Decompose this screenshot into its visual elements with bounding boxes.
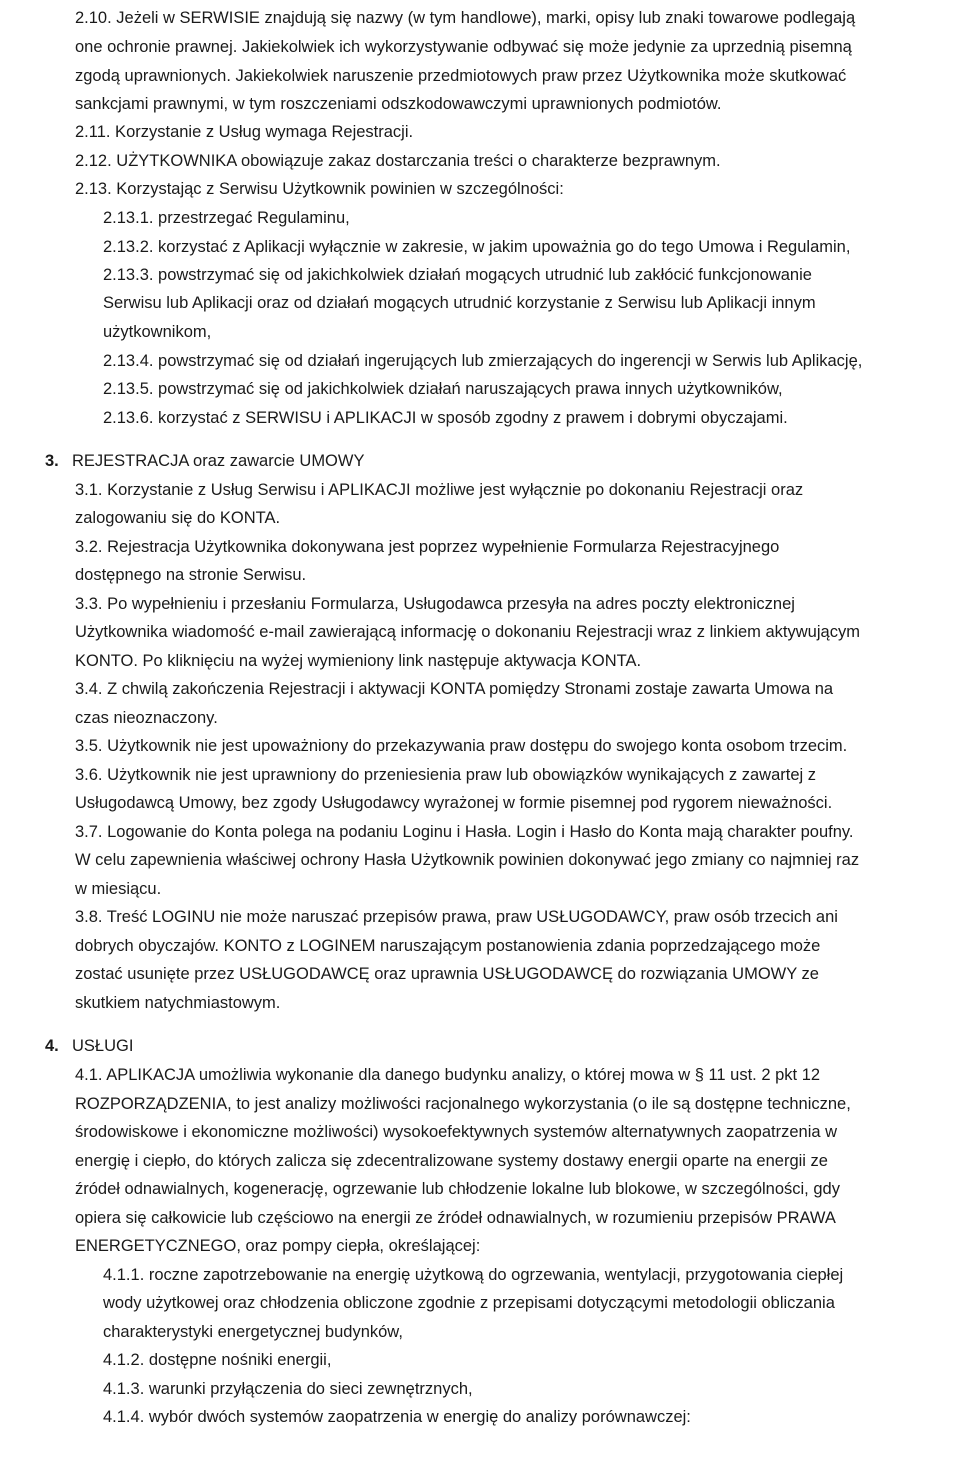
- line-text: dostępnego na stronie Serwisu.: [75, 566, 307, 584]
- line-text: 3.6. Użytkownik nie jest uprawniony do przeniesienia praw lub obowiązków wynikających z zawartej z: [75, 766, 817, 784]
- text-line: [75, 1151, 828, 1171]
- text-line: [75, 850, 859, 870]
- text-line: [75, 736, 847, 756]
- text-line: [75, 793, 832, 813]
- text-line: [75, 1236, 480, 1256]
- line-text: Usługodawcą Umowy, bez zgody Usługodawcy wyrażonej w formie pisemnej pod rygorem nieważności.: [75, 794, 833, 812]
- line-text: 2.13.6. korzystać z SERWISU i APLIKACJI w sposób zgodny z prawem i dobrymi obyczajami.: [103, 409, 788, 427]
- text-line: [75, 964, 819, 984]
- line-text: 3.1. Korzystanie z Usług Serwisu i APLIKACJI możliwe jest wyłącznie po dokonaniu Rejestracji oraz: [75, 481, 804, 499]
- line-text: 3.5. Użytkownik nie jest upoważniony do przekazywania praw dostępu do swojego konta osobom trzecim.: [75, 737, 848, 755]
- line-text: użytkownikom,: [103, 323, 212, 341]
- text-line: [75, 480, 803, 500]
- line-text: one ochronie prawnej. Jakiekolwiek ich wykorzystywanie odbywać się może jedynie za uprzednią pisemną: [75, 38, 852, 56]
- line-text: 4.1.4. wybór dwóch systemów zaopatrzenia w energię do analizy porównawczej:: [103, 1408, 691, 1426]
- line-text: 3.3. Po wypełnieniu i przesłaniu Formularza, Usługodawca przesyła na adres poczty elektronicznej: [75, 595, 795, 613]
- line-text: 2.11. Korzystanie z Usług wymaga Rejestracji.: [75, 123, 414, 141]
- line-text: energię i ciepło, do których zalicza się zdecentralizowane systemy dostawy energii oparte na energii ze: [75, 1152, 828, 1170]
- text-line: [75, 1179, 840, 1199]
- line-text: 4.1.3. warunki przyłączenia do sieci zewnętrznych,: [103, 1380, 473, 1398]
- text-line: [103, 208, 350, 228]
- text-line: [75, 8, 855, 28]
- text-line: [75, 822, 854, 842]
- line-text: sankcjami prawnymi, w tym roszczeniami odszkodowawczymi uprawnionych podmiotów.: [75, 95, 722, 113]
- text-line: [75, 1094, 851, 1114]
- line-text: 3.4. Z chwilą zakończenia Rejestracji i aktywacji KONTA pomiędzy Stronami zostaje zawarta Umowa na: [75, 680, 834, 698]
- line-text: opiera się całkowicie lub częściowo na energii ze źródeł odnawialnych, w rozumieniu przepisów PRAWA: [75, 1209, 836, 1227]
- text-line: [75, 537, 779, 557]
- section-heading: [45, 1036, 133, 1056]
- line-text: 2.12. UŻYTKOWNIKA obowiązuje zakaz dostarczania treści o charakterze bezprawnym.: [75, 152, 721, 170]
- line-text: REJESTRACJA oraz zawarcie UMOWY: [72, 452, 365, 470]
- text-line: [103, 1350, 331, 1370]
- line-text: wody użytkowej oraz chłodzenia obliczone zgodnie z przepisami dotyczącymi metodologii obliczania: [103, 1294, 835, 1312]
- line-text: ROZPORZĄDZENIA, to jest analizy możliwości racjonalnego wykorzystania (o ile są dostępne techniczne,: [75, 1095, 851, 1113]
- text-line: [75, 879, 161, 899]
- text-line: [103, 1322, 403, 1342]
- text-line: [75, 179, 564, 199]
- text-line: [75, 66, 846, 86]
- text-line: [75, 1208, 836, 1228]
- line-text: 4.1.2. dostępne nośniki energii,: [103, 1351, 332, 1369]
- text-line: [75, 622, 860, 642]
- text-line: [103, 379, 783, 399]
- text-line: [103, 1407, 691, 1427]
- section-heading: [45, 451, 364, 471]
- line-text: charakterystyki energetycznej budynków,: [103, 1323, 403, 1341]
- text-line: [75, 508, 280, 528]
- text-line: [103, 237, 850, 257]
- text-line: [75, 1065, 820, 1085]
- line-text: zgodą uprawnionych. Jakiekolwiek naruszenie przedmiotowych praw przez Użytkownika może skutkować: [75, 67, 847, 85]
- line-text: 3.8. Treść LOGINU nie może naruszać przepisów prawa, praw USŁUGODAWCY, praw osób trzecich ani: [75, 908, 838, 926]
- line-text: dobrych obyczajów. KONTO z LOGINEM naruszającym postanowienia zdania poprzedzającego może: [75, 937, 821, 955]
- text-line: [75, 679, 833, 699]
- line-text: środowiskowe i ekonomiczne możliwości) wysokoefektywnych systemów alternatywnych zaopatrzenia w: [75, 1123, 838, 1141]
- text-line: [75, 1122, 837, 1142]
- line-text: w miesiącu.: [75, 880, 162, 898]
- text-line: [75, 907, 838, 927]
- line-text: ENERGETYCZNEGO, oraz pompy ciepła, określającej:: [75, 1237, 481, 1255]
- line-text: 2.13.4. powstrzymać się od działań ingerujących lub zmierzających do ingerencji w Serwis lub Aplikację,: [103, 352, 863, 370]
- text-line: [75, 122, 413, 142]
- line-text: 3.2. Rejestracja Użytkownika dokonywana jest poprzez wypełnienie Formularza Rejestracyjnego: [75, 538, 780, 556]
- text-line: [103, 1293, 835, 1313]
- text-line: [103, 322, 211, 342]
- section-number: 4.: [45, 1037, 59, 1055]
- text-line: [75, 151, 721, 171]
- text-line: [75, 594, 795, 614]
- line-text: 2.13.1. przestrzegać Regulaminu,: [103, 209, 350, 227]
- text-line: [75, 993, 280, 1013]
- line-text: W celu zapewnienia właściwej ochrony Hasła Użytkownik powinien dokonywać jego zmiany co najmniej raz: [75, 851, 860, 869]
- line-text: 4.1.1. roczne zapotrzebowanie na energię użytkową do ogrzewania, wentylacji, przygotowania ciepłej: [103, 1266, 844, 1284]
- text-line: [103, 1265, 843, 1285]
- text-line: [103, 1379, 473, 1399]
- text-line: [103, 351, 862, 371]
- line-text: czas nieoznaczony.: [75, 709, 218, 727]
- text-line: [75, 708, 218, 728]
- line-text: 4.1. APLIKACJA umożliwia wykonanie dla danego budynku analizy, o której mowa w § 11 ust. 2 pkt 12: [75, 1066, 821, 1084]
- text-line: [75, 37, 852, 57]
- line-text: zostać usunięte przez USŁUGODAWCĘ oraz uprawnia USŁUGODAWCĘ do rozwiązania UMOWY ze: [75, 965, 819, 983]
- line-text: Serwisu lub Aplikacji oraz od działań mogących utrudnić korzystanie z Serwisu lub Aplikacji innym: [103, 294, 816, 312]
- line-text: 2.13. Korzystając z Serwisu Użytkownik powinien w szczególności:: [75, 180, 564, 198]
- line-text: skutkiem natychmiastowym.: [75, 994, 281, 1012]
- text-line: [75, 565, 306, 585]
- text-line: [75, 765, 816, 785]
- text-line: [75, 94, 721, 114]
- line-text: zalogowaniu się do KONTA.: [75, 509, 281, 527]
- line-text: 2.13.2. korzystać z Aplikacji wyłącznie w zakresie, w jakim upoważnia go do tego Umowa i Regulamin,: [103, 238, 851, 256]
- line-text: 3.7. Logowanie do Konta polega na podaniu Loginu i Hasła. Login i Hasło do Konta mają charakter poufny.: [75, 823, 854, 841]
- text-line: [75, 651, 641, 671]
- line-text: Użytkownika wiadomość e-mail zawierającą informację o dokonaniu Rejestracji wraz z linkiem aktywującym: [75, 623, 860, 641]
- section-number: 3.: [45, 452, 59, 470]
- line-text: KONTO. Po kliknięciu na wyżej wymieniony link następuje aktywacja KONTA.: [75, 652, 642, 670]
- line-text: 2.10. Jeżeli w SERWISIE znajdują się nazwy (w tym handlowe), marki, opisy lub znaki towarowe podlegają: [75, 9, 856, 27]
- line-text: USŁUGI: [72, 1037, 134, 1055]
- text-line: [103, 293, 816, 313]
- line-text: 2.13.5. powstrzymać się od jakichkolwiek działań naruszających prawa innych użytkowników,: [103, 380, 783, 398]
- line-text: 2.13.3. powstrzymać się od jakichkolwiek działań mogących utrudnić lub zakłócić funkcjonowanie: [103, 266, 812, 284]
- text-line: [103, 408, 788, 428]
- line-text: źródeł odnawialnych, kogenerację, ogrzewanie lub chłodzenie lokalne lub blokowe, w szczególności, gdy: [75, 1180, 840, 1198]
- text-line: [103, 265, 812, 285]
- text-line: [75, 936, 820, 956]
